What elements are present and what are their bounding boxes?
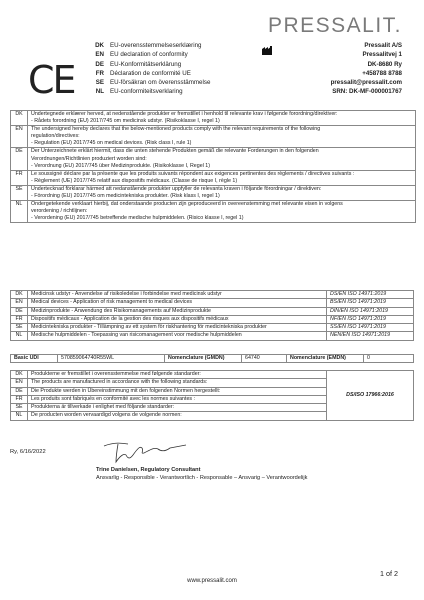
standard-code: DIN/EN ISO 14971:2019: [327, 307, 414, 315]
emdn-value: 0: [364, 355, 414, 363]
signatory-roles: Ansvarlig - Responsible - Verantwortlich - Responsable – Ansvarig – Verantwoordelijk: [96, 475, 308, 481]
standard-description: Medicinsk udstyr - Anvendelse af risikoledelse i forbindelse med medicinsk udstyr: [28, 291, 327, 299]
lang-code: FR: [11, 315, 28, 323]
lang-code: DK: [11, 371, 28, 379]
statement-text: [28, 111, 341, 125]
statement-line: Le soussigné déclare par la présente que les produits suivants répondent aux exigences pertinentes des règlements / directives suivants :: [31, 170, 355, 177]
statement-row: [11, 111, 415, 125]
statement-line: Ondergetekende verklaart hierbij, dat onderstaande producten zijn geproduceerd in overeenstemming met relevante eisen in volgens: [31, 201, 343, 208]
standard-code: BS/EN ISO 14971:2019: [327, 299, 414, 307]
statement-row: [11, 147, 415, 169]
statement-text: [28, 186, 324, 200]
statement-line: Undertecknad förklarar härmed att nedanstående produkter uppfyller de relevanta kraven i följande förordningar / direktiven:: [31, 185, 322, 192]
lang-code: FR: [11, 395, 28, 403]
product-text: Produkterne er fremstillet i overensstemmelse med følgende standarder:: [28, 371, 327, 379]
standard-code: NF/EN ISO 14971:2019: [327, 315, 414, 323]
lang-code: NL: [95, 88, 104, 96]
product-text: Les produits sont fabriqués en conformité avec les normes suivantes :: [28, 395, 327, 403]
declaration-title-row: [84, 78, 210, 87]
lang-code: NL: [11, 412, 28, 420]
lang-code: DE: [95, 60, 104, 68]
statement-line: - Verordening (EU) 2017/745 betreffende medische hulpmiddelen. (Risico klasse I, regel 1): [31, 215, 244, 222]
declaration-title: Déclaration de conformité UE: [110, 69, 191, 77]
lang-code: FR: [11, 171, 28, 185]
page-number: 1 of 2: [380, 569, 398, 578]
lang-code: EN: [11, 299, 28, 307]
standard-code: NEN/EN ISO 14971:2019: [327, 332, 414, 340]
lang-code: FR: [95, 69, 104, 77]
standard-code: DS/EN ISO 14971:2019: [327, 291, 414, 299]
product-text: Produkterna är tillverkade i enlighet med följande standarder:: [28, 404, 327, 412]
statement-line: verordening / richtlijnen:: [31, 208, 88, 215]
place-date: Ry, 6/16/2022: [10, 449, 46, 455]
manufacturer-phone: +458788 8788: [362, 69, 402, 77]
declaration-title-row: [84, 50, 210, 59]
manufacturer-block: [331, 41, 402, 97]
pressalit-logo: PRESSALIT.: [267, 14, 402, 37]
statement-line: Verordnungen/Richtlinien produziert worden sind:: [31, 155, 147, 162]
statement-line: - Règlement (UE) 2017/745 relatif aux dispositifs médicaux. (Classe de risque I, règle 1): [31, 177, 238, 184]
statement-text: [28, 148, 322, 169]
lang-code: EN: [11, 379, 28, 387]
standard-row: [11, 324, 414, 332]
risk-standards-table: [10, 290, 414, 341]
statement-text: [28, 171, 357, 185]
declaration-title: EU-försäkran om överensstämmelse: [110, 79, 211, 87]
standard-row: [11, 291, 414, 299]
ce-mark: CE: [28, 58, 75, 102]
lang-code: SE: [11, 324, 28, 332]
lang-code: DE: [11, 148, 28, 169]
statement-text: [28, 201, 346, 222]
product-text: Die Produkte werden in Übereinstimmung mit den folgenden Normen hergestellt:: [28, 387, 327, 395]
manufacturer-icon: [262, 46, 272, 55]
standard-description: Dispositifs médicaux - Application de la gestion des risques aux dispositifs médicaux: [28, 315, 327, 323]
lang-code: EN: [11, 126, 28, 147]
lang-code: SE: [11, 404, 28, 412]
udi-label: Basic UDI: [11, 355, 58, 363]
product-row: [11, 371, 414, 379]
declaration-title: EU declaration of conformity: [110, 51, 188, 59]
declaration-title: EU-conformiteitsverklaring: [110, 88, 183, 96]
declaration-title-row: [84, 87, 210, 96]
udi-value: 570859064740R55WL: [58, 355, 165, 363]
standard-description: Medizinprodukte - Anwendung des Risikomanagements auf Medizinprodukte: [28, 307, 327, 315]
lang-code: DK: [11, 291, 28, 299]
statements-box: [10, 110, 416, 223]
product-standards-table: [10, 370, 414, 421]
manufacturer-street: Pressalitvej 1: [362, 51, 402, 59]
lang-code: DK: [11, 111, 28, 125]
manufacturer-srn: SRN: DK-MF-000001767: [332, 88, 402, 96]
statement-line: - Regulation (EU) 2017/745 on medical devices. (Risk class I, rule 1): [31, 140, 192, 147]
statement-line: The undersigned hereby declares that the below-mentioned products comply with the relevant requirements of the following: [31, 126, 321, 133]
statement-row: [11, 125, 415, 147]
product-text: The products are manufactured in accordance with the following standards:: [28, 379, 327, 387]
statement-line: - Verordnung (EU) 2017/745 über Medizinprodukte. (Risikoklasse I, Regel 1): [31, 162, 211, 169]
product-text: De producten worden vervaardigd volgens de volgende normen:: [28, 412, 327, 420]
footer-url: www.pressalit.com: [187, 578, 237, 584]
lang-code: NL: [11, 201, 28, 222]
manufacturer-email: pressalit@pressalit.com: [330, 79, 402, 87]
standard-row: [11, 315, 414, 323]
standard-row: [11, 299, 414, 307]
statement-row: [11, 185, 415, 200]
udi-row: [11, 355, 414, 363]
lang-code: DE: [11, 387, 28, 395]
statement-line: Undertegnede erklærer herved, at nedenstående produkter er fremstillet i henhold til relevante krav i følgende forordning/direktiver:: [31, 111, 338, 117]
standard-row: [11, 332, 414, 340]
declaration-title: EU-overensstemmelseserklæring: [110, 42, 202, 49]
lang-code: EN: [95, 51, 104, 59]
manufacturer-city: DK-8680 Ry: [367, 60, 402, 68]
statement-line: - Rådets forordning (EU) 2017/745 om medicinsk udstyr. (Risikoklasse I, regel 1): [31, 118, 220, 125]
declaration-title-row: [84, 69, 210, 78]
gmdn-value: 64740: [242, 355, 287, 363]
statement-line: regulation/directives:: [31, 133, 80, 140]
gmdn-label: Nomenclature (GMDN): [165, 355, 242, 363]
declaration-titles: [84, 41, 210, 97]
lang-code: DE: [11, 307, 28, 315]
statement-row: [11, 170, 415, 185]
signatory-name: Trine Danielsen, Regulatory Consultant: [96, 467, 201, 473]
statement-text: [28, 126, 323, 147]
standard-code: SS/EN ISO 14971:2019: [327, 324, 414, 332]
statement-line: Der Unterzeichnete erklärt hiermit, dass die unten stehende Produkten gemäß die relevante Forderungen in den folgenden: [31, 148, 319, 155]
lang-code: DK: [95, 42, 104, 49]
lang-code: SE: [95, 79, 104, 87]
standard-description: Medicintekniska produkter - Tillämpning av ett system för riskhantering för medicintekniska produkter: [28, 324, 327, 332]
standard-row: [11, 307, 414, 315]
statement-line: - Förordning (EU) 2017/745 om medicintekniska produkter. (Risk klass I, regel 1): [31, 193, 220, 200]
declaration-title-row: [84, 60, 210, 69]
declaration-title-row: [84, 41, 210, 50]
lang-code: NL: [11, 332, 28, 340]
product-standard-code: DS/ISO 17966:2016: [327, 371, 414, 421]
udi-table: [10, 354, 414, 363]
lang-code: SE: [11, 186, 28, 200]
standard-description: Medical devices - Application of risk management to medical devices: [28, 299, 327, 307]
emdn-label: Nomenclature (EMDN): [287, 355, 364, 363]
handwritten-signature: [100, 440, 190, 465]
standard-description: Medische hulpmiddelen - Toepassing van risicomanagement voor medische hulpmiddelen: [28, 332, 327, 340]
declaration-title: EU-Konformitätserklärung: [110, 60, 182, 68]
manufacturer-name: Pressalit A/S: [364, 42, 402, 49]
statement-row: [11, 200, 415, 222]
